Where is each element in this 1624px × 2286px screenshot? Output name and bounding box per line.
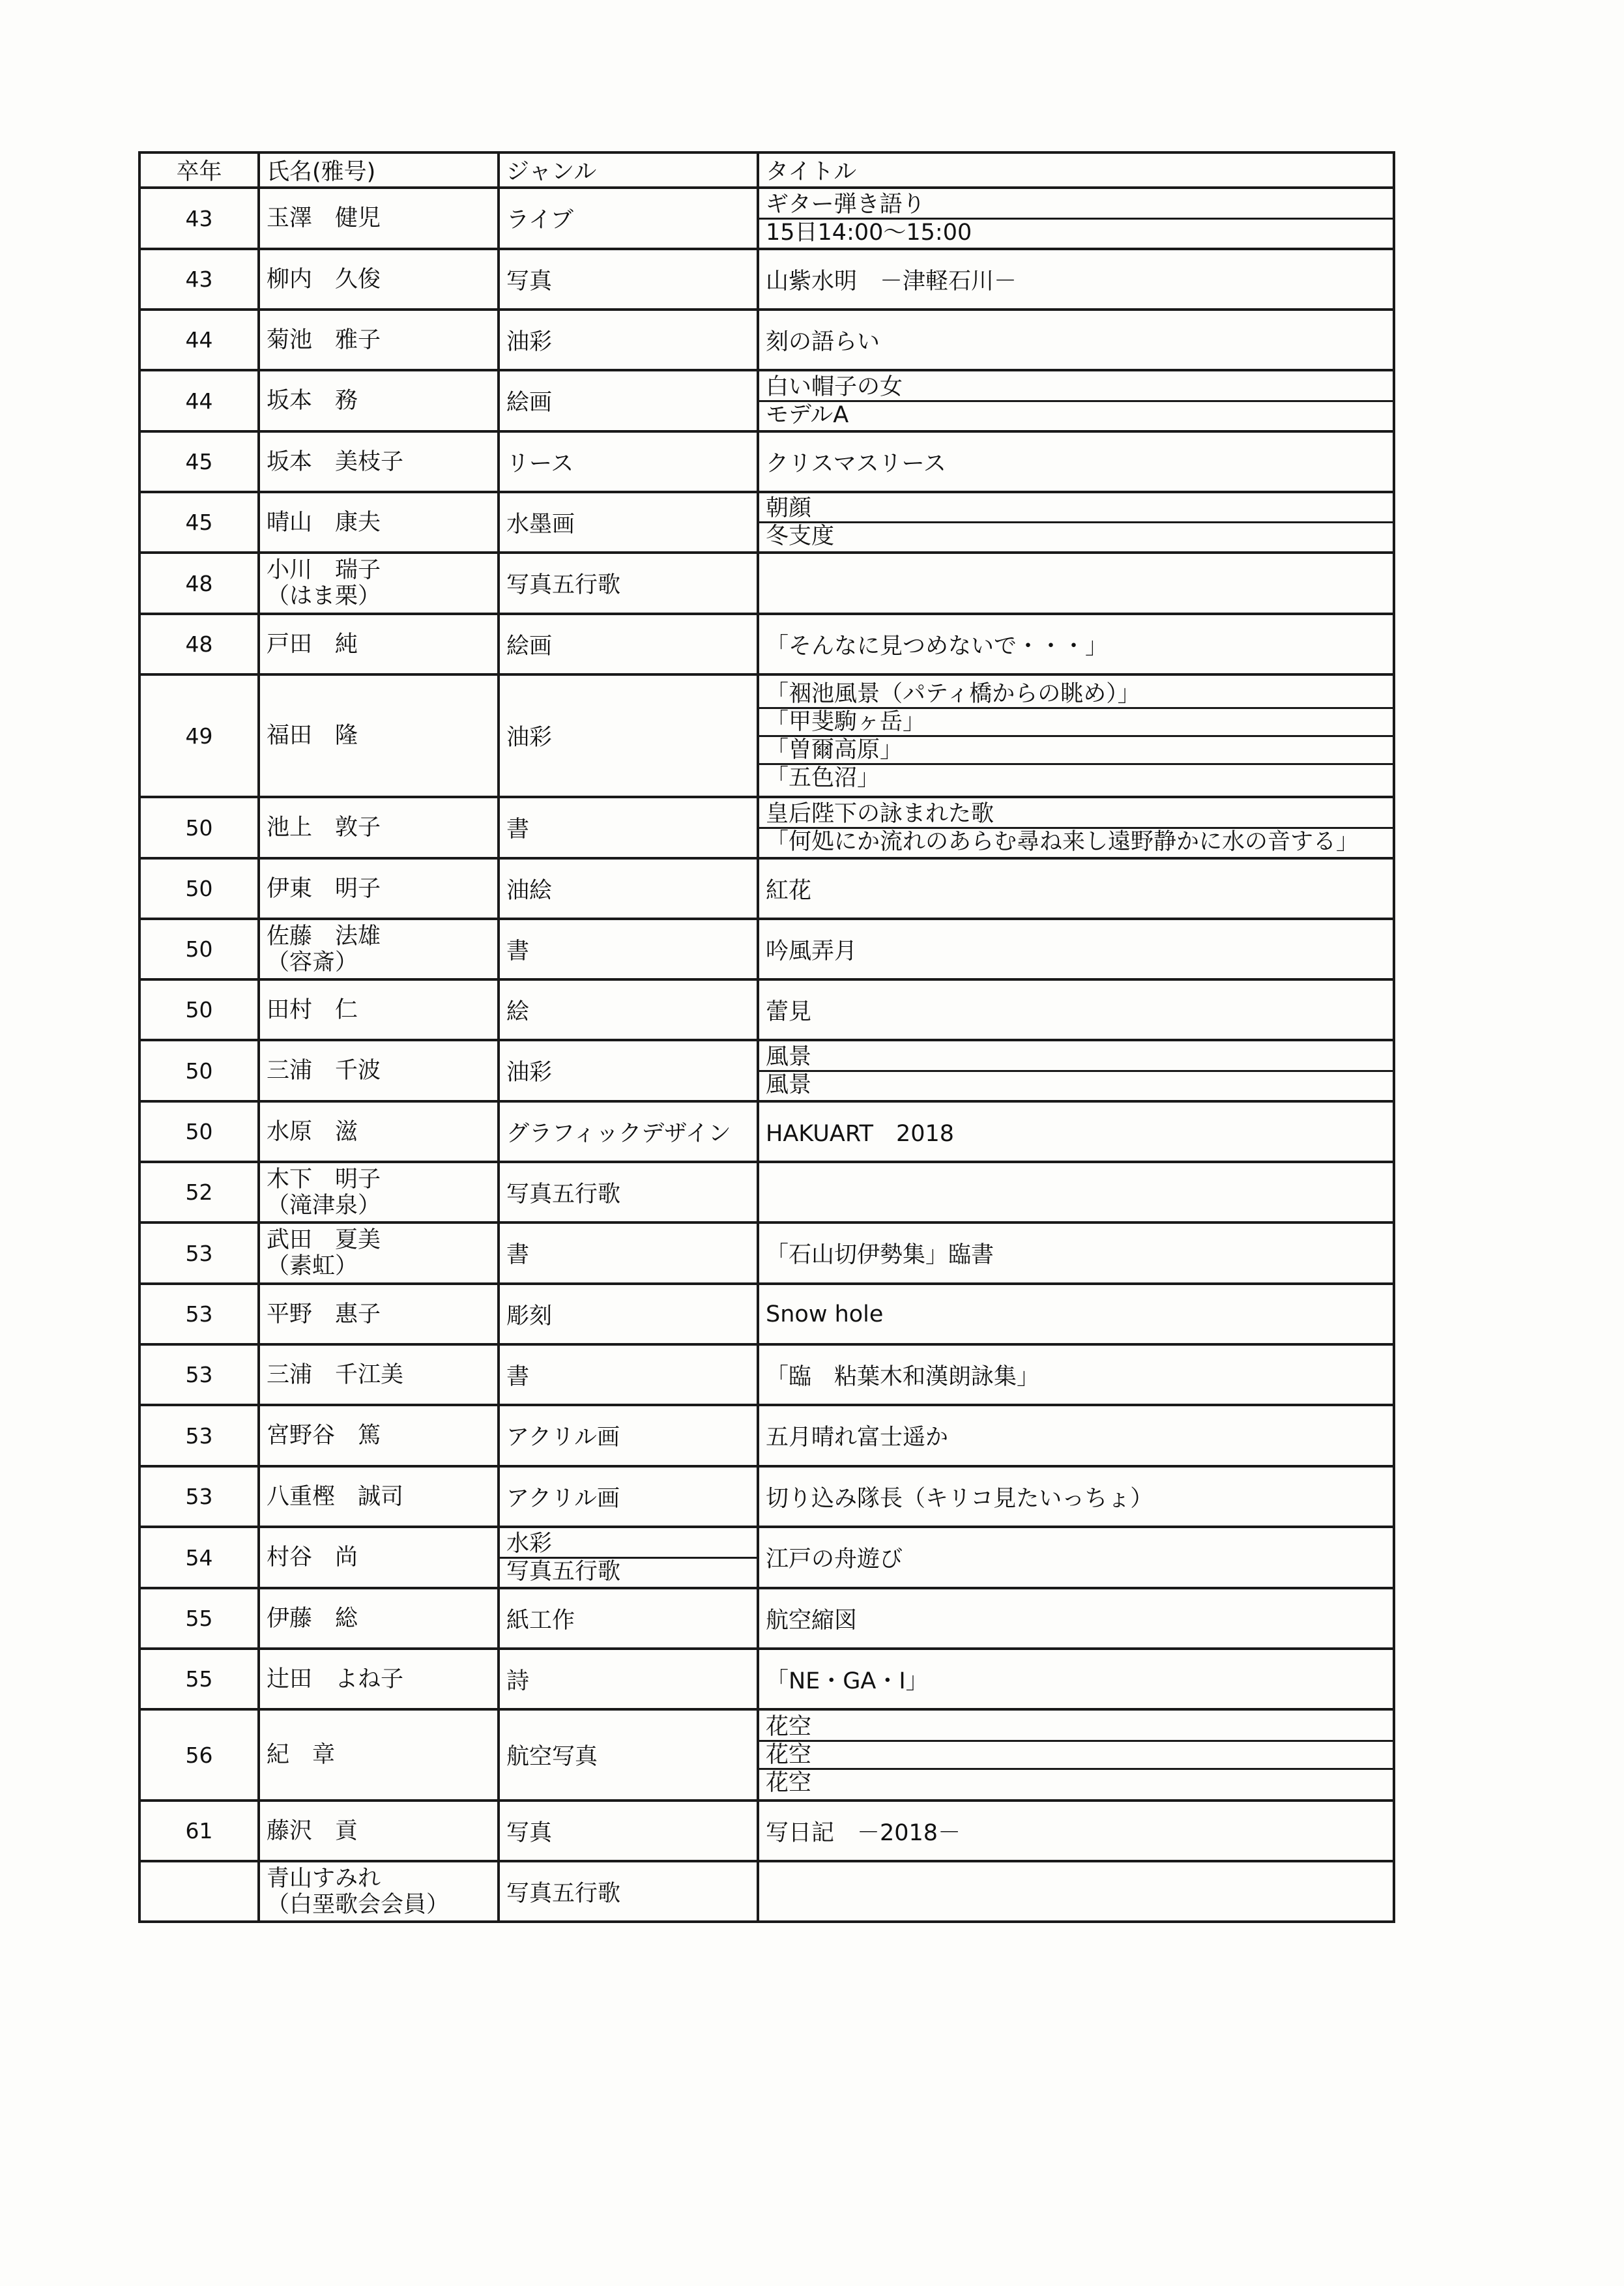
genre-text: 写真五行歌 [506, 572, 621, 598]
title-cell [758, 1284, 1394, 1344]
genre-text: 油彩 [506, 725, 553, 751]
name-cell [259, 370, 499, 431]
title-line: 冬支度 [759, 521, 1393, 549]
title-text: HAKUART 2018 [766, 1120, 955, 1147]
graduation-year-cell: 44 [139, 370, 259, 431]
table-row [139, 553, 1394, 614]
exhibitor-name: 辻田 よね子 [267, 1666, 404, 1692]
name-cell [259, 310, 499, 370]
genre-cell [499, 431, 758, 492]
name-cell [259, 431, 499, 492]
header-genre: ジャンル [499, 152, 758, 188]
genre-text: 絵画 [506, 633, 553, 659]
genre-text: グラフィックデザイン [506, 1120, 731, 1147]
exhibitor-name: 小川 瑞子 [267, 557, 381, 583]
name-cell [259, 1527, 499, 1588]
title-line: 「甲斐駒ヶ岳」 [759, 707, 1393, 735]
table-row [139, 614, 1394, 674]
pen-name: （はま栗） [267, 583, 381, 609]
title-line: 「裀池風景（パティ橋からの眺め）」 [766, 680, 1140, 707]
title-cell [758, 1223, 1394, 1284]
title-cell [758, 1709, 1394, 1801]
exhibitor-name: 三浦 千波 [267, 1058, 381, 1084]
genre-cell [499, 370, 758, 431]
exhibitor-name: 福田 隆 [267, 723, 358, 749]
table-row [139, 188, 1394, 249]
name-cell [259, 614, 499, 674]
genre-text: 書 [506, 1363, 530, 1390]
graduation-year-cell: 54 [139, 1527, 259, 1588]
exhibitor-table [138, 151, 1395, 1923]
table-row [139, 1861, 1394, 1922]
name-cell [259, 1284, 499, 1344]
title-text: クリスマスリース [766, 450, 946, 477]
genre-cell [499, 674, 758, 797]
genre-cell [499, 858, 758, 919]
title-cell [758, 310, 1394, 370]
table-row [139, 1223, 1394, 1284]
title-text: 山紫水明 －津軽石川－ [766, 268, 1017, 295]
title-text: 「石山切伊勢集」臨書 [766, 1242, 994, 1268]
graduation-year-cell: 44 [139, 310, 259, 370]
genre-cell [499, 614, 758, 674]
table-row [139, 674, 1394, 797]
title-cell [758, 1861, 1394, 1922]
graduation-year-cell: 45 [139, 431, 259, 492]
table-row [139, 249, 1394, 310]
title-cell [758, 1466, 1394, 1527]
genre-cell [499, 1101, 758, 1162]
genre-cell [499, 1162, 758, 1223]
table-row [139, 1588, 1394, 1649]
graduation-year-cell: 49 [139, 674, 259, 797]
graduation-year-cell: 48 [139, 553, 259, 614]
genre-text: ライブ [506, 207, 573, 233]
genre-cell [499, 1861, 758, 1922]
table-row [139, 1040, 1394, 1101]
title-line: 「五色沼」 [759, 763, 1393, 791]
title-cell [758, 1527, 1394, 1588]
title-line: ギター弾き語り [766, 191, 925, 218]
title-cell [758, 1344, 1394, 1405]
exhibitor-name: 伊藤 総 [267, 1605, 358, 1632]
exhibitor-name: 玉澤 健児 [267, 205, 381, 231]
graduation-year-cell: 53 [139, 1405, 259, 1466]
exhibitor-name: 藤沢 貢 [267, 1817, 358, 1844]
name-cell [259, 1223, 499, 1284]
title-line: 花空 [759, 1740, 1393, 1768]
genre-text: 絵 [506, 998, 530, 1025]
genre-text: 油彩 [506, 328, 553, 355]
table-row [139, 1649, 1394, 1709]
genre-text: アクリル画 [506, 1425, 620, 1451]
table-row [139, 492, 1394, 553]
table-row [139, 431, 1394, 492]
genre-text: アクリル画 [506, 1485, 620, 1512]
table-row [139, 979, 1394, 1040]
name-cell [259, 979, 499, 1040]
genre-text: 書 [506, 817, 530, 843]
graduation-year-cell: 50 [139, 797, 259, 858]
header-name: 氏名(雅号) [259, 152, 499, 188]
graduation-year-cell: 43 [139, 188, 259, 249]
title-cell [758, 797, 1394, 858]
genre-text: 油彩 [506, 1060, 553, 1086]
genre-cell [499, 310, 758, 370]
title-cell [758, 1588, 1394, 1649]
graduation-year-cell: 53 [139, 1284, 259, 1344]
table-row [139, 797, 1394, 858]
exhibitor-name: 青山すみれ [267, 1865, 381, 1892]
graduation-year-cell: 50 [139, 1101, 259, 1162]
title-line: 15日14:00～15:00 [759, 218, 1393, 246]
title-text: 江戸の舟遊び [766, 1546, 903, 1572]
title-text: 「NE・GA・I」 [766, 1668, 929, 1694]
title-cell [758, 1801, 1394, 1861]
exhibitor-name: 田村 仁 [267, 996, 358, 1023]
graduation-year-cell: 45 [139, 492, 259, 553]
title-text: 写日記 －2018－ [766, 1819, 961, 1846]
name-cell [259, 249, 499, 310]
genre-text: 写真五行歌 [506, 1181, 621, 1208]
title-cell [758, 1405, 1394, 1466]
genre-cell [499, 979, 758, 1040]
graduation-year-cell: 50 [139, 919, 259, 979]
name-cell [259, 1162, 499, 1223]
name-cell [259, 797, 499, 858]
genre-text: リース [506, 450, 574, 477]
table-row [139, 858, 1394, 919]
exhibitor-name: 紀 章 [267, 1742, 336, 1768]
name-cell [259, 188, 499, 249]
table-row [139, 1466, 1394, 1527]
table-row [139, 1801, 1394, 1861]
genre-cell [499, 1588, 758, 1649]
title-line: 「曽爾高原」 [759, 735, 1393, 763]
title-line: 皇后陛下の詠まれた歌 [766, 800, 994, 827]
title-cell [758, 492, 1394, 553]
title-cell [758, 674, 1394, 797]
graduation-year-cell: 61 [139, 1801, 259, 1861]
graduation-year-cell: 48 [139, 614, 259, 674]
genre-text: 油絵 [506, 877, 553, 904]
genre-cell [499, 1284, 758, 1344]
title-text: 吟風弄月 [766, 938, 858, 964]
genre-text: 書 [506, 1242, 530, 1268]
graduation-year-cell: 52 [139, 1162, 259, 1223]
pen-name: （容斎） [267, 949, 358, 976]
graduation-year-cell: 53 [139, 1466, 259, 1527]
exhibitor-name: 菊池 雅子 [267, 326, 381, 353]
title-text: 「臨 粘葉木和漢朗詠集」 [766, 1363, 1040, 1390]
graduation-year-cell: 53 [139, 1344, 259, 1405]
exhibitor-name: 水原 滋 [267, 1118, 358, 1145]
name-cell [259, 1588, 499, 1649]
header-year: 卒年 [139, 152, 259, 188]
exhibitor-name: 平野 惠子 [267, 1301, 381, 1327]
exhibitor-name: 坂本 美枝子 [267, 448, 404, 475]
name-cell [259, 1861, 499, 1922]
name-cell [259, 1405, 499, 1466]
genre-cell [499, 249, 758, 310]
genre-cell [499, 1527, 758, 1588]
genre-cell [499, 1223, 758, 1284]
title-line: 「何処にか流れのあらむ尋ね来し遠野静かに水の音する」 [759, 827, 1393, 855]
graduation-year-cell: 50 [139, 979, 259, 1040]
title-line: 花空 [766, 1714, 812, 1740]
genre-text: 航空写真 [506, 1744, 598, 1770]
title-text: 「そんなに見つめないで・・・」 [766, 633, 1109, 659]
genre-text: 紙工作 [506, 1607, 575, 1634]
genre-line: 写真五行歌 [500, 1557, 757, 1585]
name-cell [259, 553, 499, 614]
exhibitor-name: 坂本 務 [267, 388, 358, 414]
table-header-row [139, 152, 1394, 188]
exhibitor-name: 佐藤 法雄 [267, 923, 381, 949]
genre-text: 写真 [506, 268, 553, 295]
genre-text: 彫刻 [506, 1303, 553, 1329]
genre-text: 写真 [506, 1819, 553, 1846]
title-cell [758, 431, 1394, 492]
name-cell [259, 1344, 499, 1405]
title-line: モデルA [759, 400, 1393, 428]
title-text: Snow hole [766, 1301, 884, 1327]
title-line: 風景 [759, 1070, 1393, 1098]
pen-name: （白堊歌会会員） [267, 1891, 450, 1918]
genre-cell [499, 1344, 758, 1405]
genre-cell [499, 1466, 758, 1527]
title-line: 風景 [766, 1043, 812, 1070]
title-cell [758, 614, 1394, 674]
genre-text: 水墨画 [506, 511, 575, 538]
genre-cell [499, 188, 758, 249]
table-row [139, 1284, 1394, 1344]
exhibitor-name: 武田 夏美 [267, 1227, 381, 1253]
table-row [139, 310, 1394, 370]
exhibitor-name: 村谷 尚 [267, 1544, 358, 1570]
graduation-year-cell: 43 [139, 249, 259, 310]
table-row [139, 1527, 1394, 1588]
title-text: 航空縮図 [766, 1607, 858, 1634]
title-line: 朝顔 [766, 495, 812, 521]
name-cell [259, 674, 499, 797]
genre-cell [499, 1040, 758, 1101]
exhibitor-name: 晴山 康夫 [267, 509, 381, 536]
title-line: 白い帽子の女 [766, 373, 903, 400]
genre-line: 水彩 [506, 1530, 553, 1557]
exhibitor-name: 宮野谷 篤 [267, 1423, 381, 1449]
name-cell [259, 1101, 499, 1162]
exhibitor-name: 木下 明子 [267, 1166, 381, 1193]
graduation-year-cell: 55 [139, 1588, 259, 1649]
table-row [139, 1709, 1394, 1801]
name-cell [259, 1040, 499, 1101]
genre-text: 書 [506, 938, 530, 964]
genre-cell [499, 1405, 758, 1466]
table-row [139, 1101, 1394, 1162]
title-cell [758, 1649, 1394, 1709]
genre-cell [499, 797, 758, 858]
title-cell [758, 553, 1394, 614]
table-row [139, 1344, 1394, 1405]
title-cell [758, 979, 1394, 1040]
graduation-year-cell [139, 1861, 259, 1922]
exhibitor-name: 八重樫 誠司 [267, 1483, 404, 1510]
title-text: 紅花 [766, 877, 812, 904]
genre-cell [499, 1649, 758, 1709]
name-cell [259, 492, 499, 553]
genre-text: 絵画 [506, 390, 553, 416]
graduation-year-cell: 50 [139, 1040, 259, 1101]
graduation-year-cell: 56 [139, 1709, 259, 1801]
exhibitor-name: 伊東 明子 [267, 875, 381, 902]
exhibitor-name: 柳内 久俊 [267, 266, 381, 293]
name-cell [259, 919, 499, 979]
title-text: 蕾見 [766, 998, 812, 1025]
title-text: 刻の語らい [766, 328, 880, 355]
title-line: 花空 [759, 1768, 1393, 1796]
name-cell [259, 1801, 499, 1861]
name-cell [259, 1649, 499, 1709]
title-cell [758, 249, 1394, 310]
name-cell [259, 1466, 499, 1527]
header-title: タイトル [758, 152, 1394, 188]
title-cell [758, 1162, 1394, 1223]
table-row [139, 370, 1394, 431]
title-cell [758, 370, 1394, 431]
graduation-year-cell: 50 [139, 858, 259, 919]
title-cell [758, 858, 1394, 919]
pen-name: （素虹） [267, 1253, 358, 1279]
genre-cell [499, 1801, 758, 1861]
title-text: 切り込み隊長（キリコ見たいっちょ） [766, 1485, 1153, 1512]
table-row [139, 1405, 1394, 1466]
title-cell [758, 1101, 1394, 1162]
genre-cell [499, 492, 758, 553]
graduation-year-cell: 55 [139, 1649, 259, 1709]
table-row [139, 1162, 1394, 1223]
name-cell [259, 1709, 499, 1801]
genre-text: 詩 [506, 1668, 530, 1694]
title-cell [758, 188, 1394, 249]
title-text: 五月晴れ富士遥か [766, 1425, 949, 1451]
exhibitor-name: 三浦 千江美 [267, 1361, 404, 1388]
pen-name: （滝津泉） [267, 1192, 381, 1219]
title-cell [758, 1040, 1394, 1101]
exhibitor-name: 池上 敦子 [267, 815, 381, 841]
title-cell [758, 919, 1394, 979]
genre-cell [499, 553, 758, 614]
name-cell [259, 858, 499, 919]
table-row [139, 919, 1394, 979]
graduation-year-cell: 53 [139, 1223, 259, 1284]
exhibitor-name: 戸田 純 [267, 631, 358, 658]
genre-text: 写真五行歌 [506, 1880, 621, 1907]
genre-cell [499, 919, 758, 979]
genre-cell [499, 1709, 758, 1801]
